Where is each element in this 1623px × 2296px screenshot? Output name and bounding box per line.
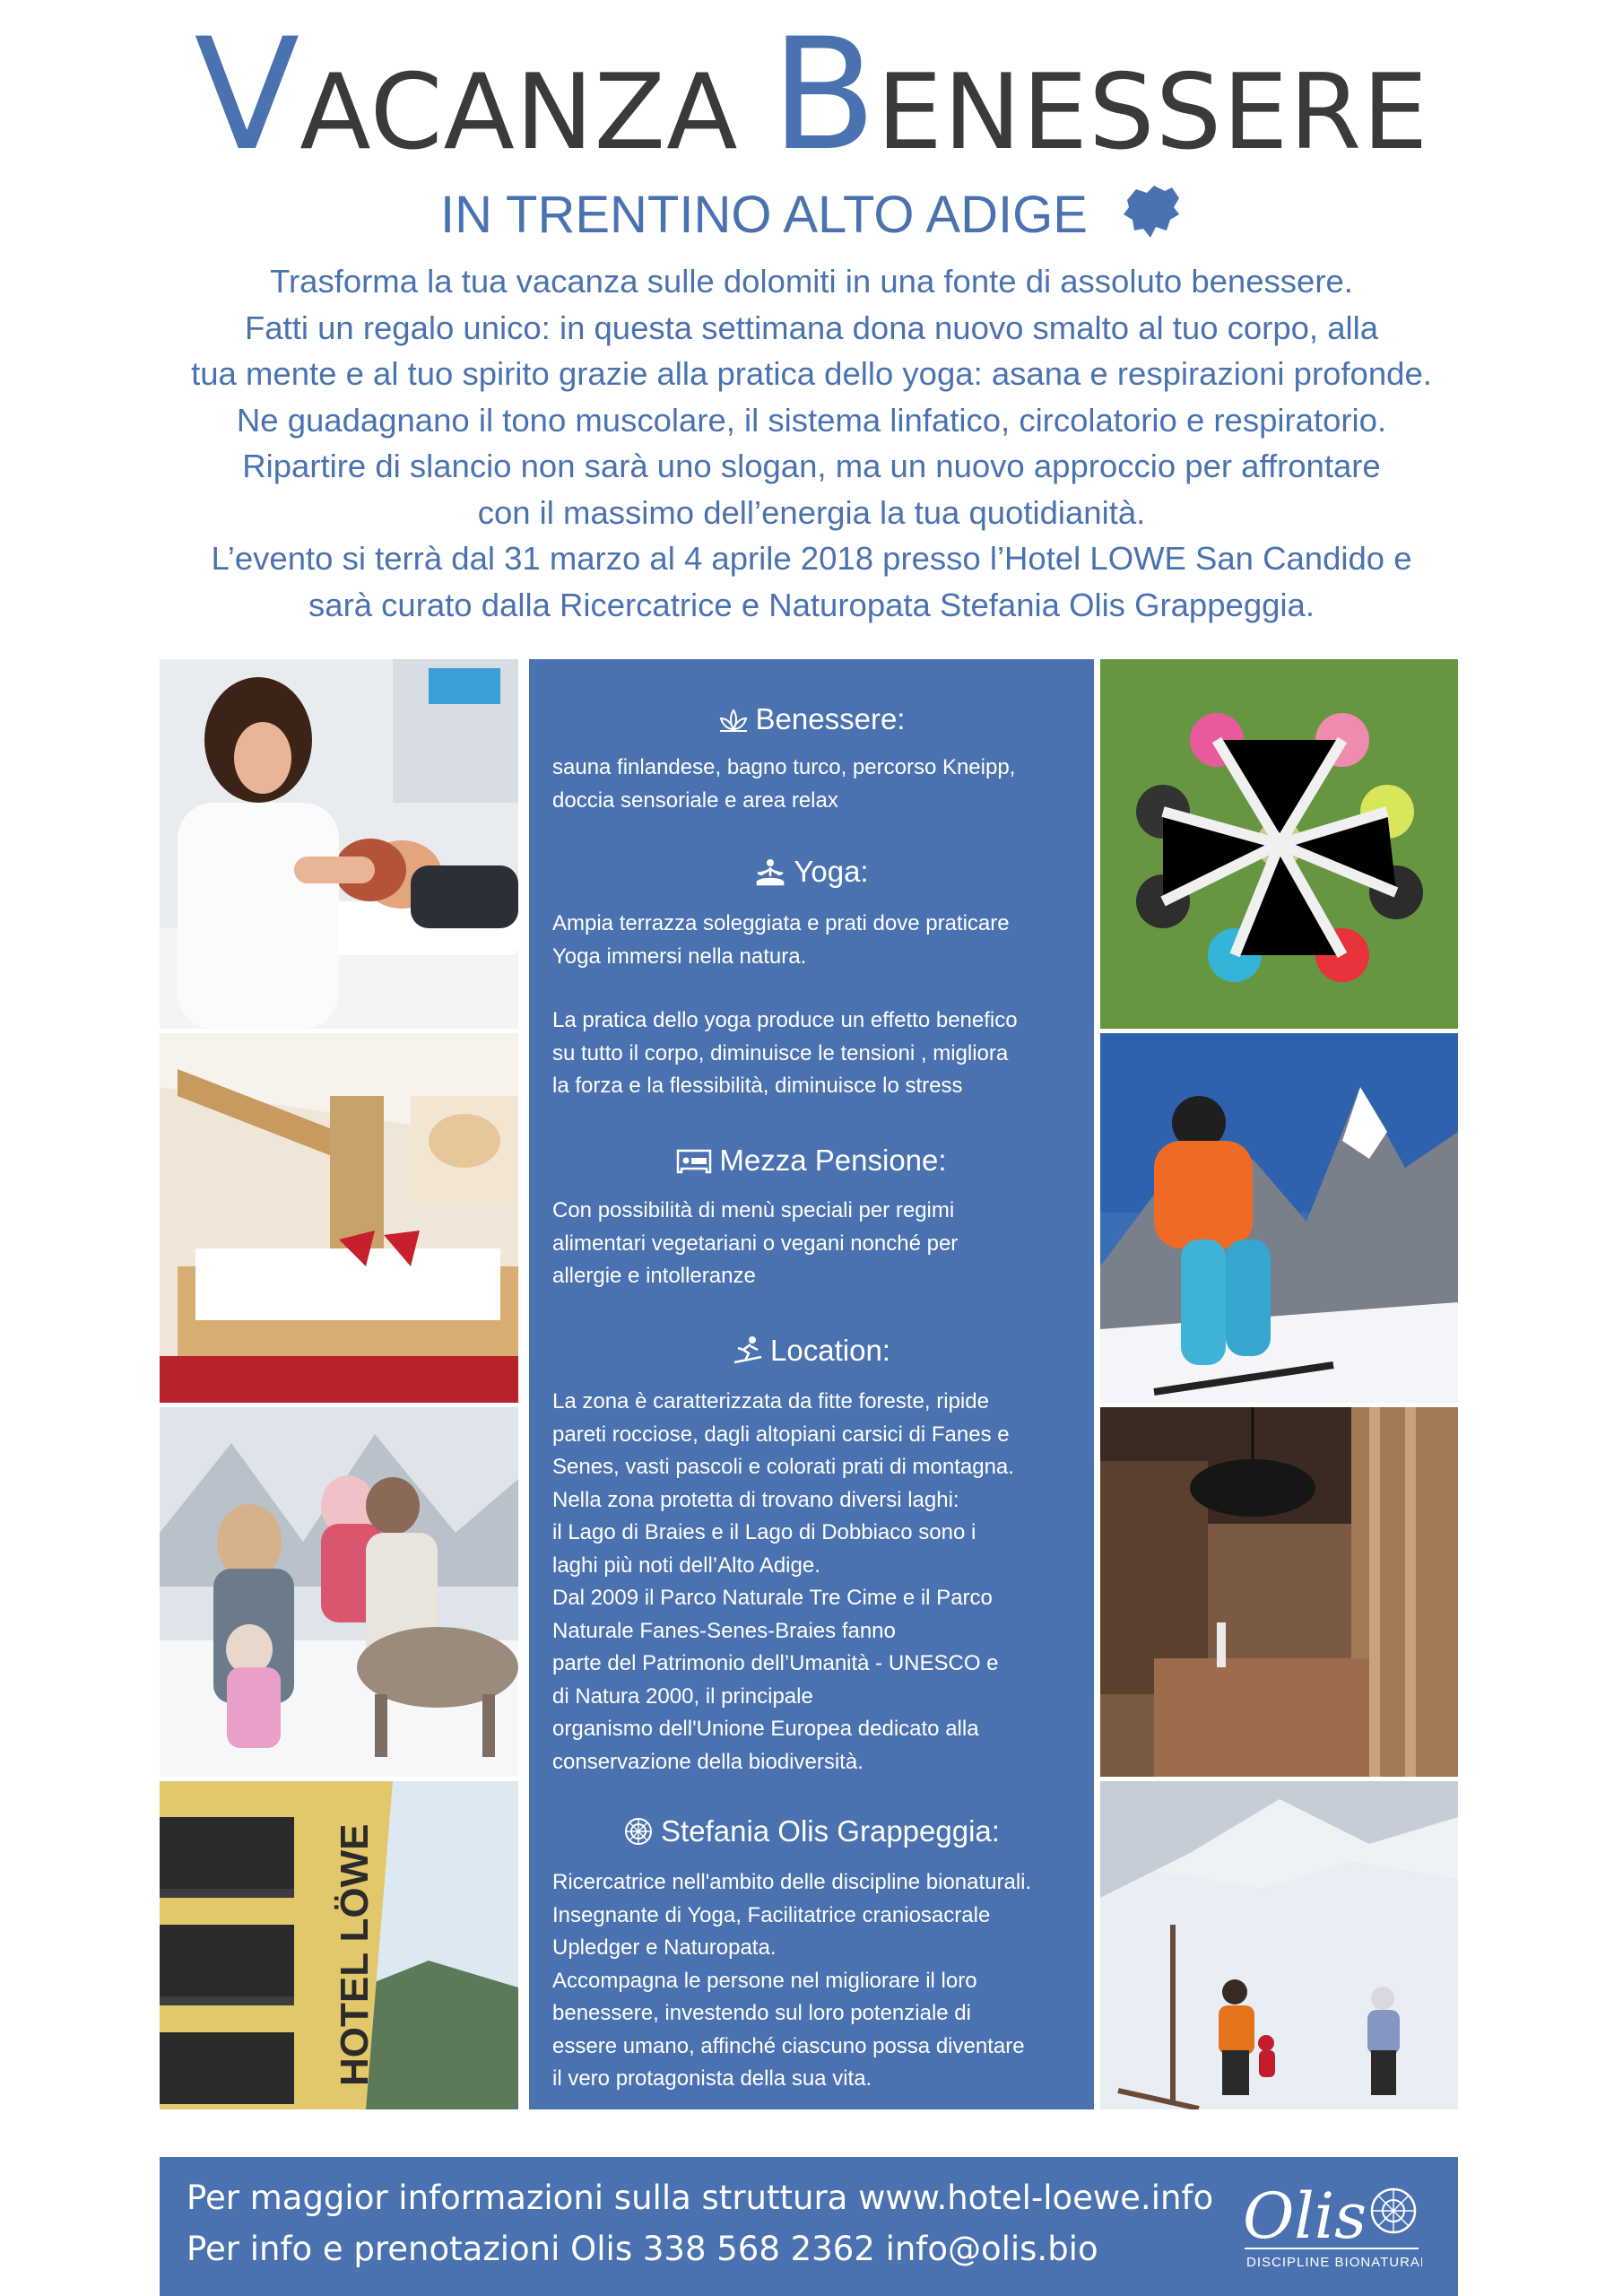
svg-text:DISCIPLINE BIONATURALI: DISCIPLINE BIONATURALI <box>1246 2255 1422 2270</box>
section-location-title: Location: <box>529 1334 1094 1368</box>
meditation-icon <box>754 858 786 887</box>
section-yoga-body-2: La pratica dello yoga produce un effetto benefico su tutto il corpo, diminuisce le tensioni , migliora la forza e la flessibilità, diminuisce lo stress <box>552 1008 1018 1098</box>
footer-contact-line: Per info e prenotazioni Olis 338 568 2362 info@olis.bio <box>187 2230 1098 2268</box>
section-stefania-body: Ricercatrice nell'ambito delle discipline bionaturali. Insegnante di Yoga, Facilitatrice craniosacrale Upledger e Naturopata. Accompagna le persone nel migliorare il loro benessere, investendo sul loro potenziale di essere umano, affinché ciascuno possa diventare il vero protagonista della sua vita. <box>552 1870 1032 2091</box>
footer-info-line: Per maggior informazioni sulla struttura www.hotel-loewe.info <box>187 2179 1214 2217</box>
section-benessere-title: Benessere: <box>529 702 1094 736</box>
section-pensione-body: Con possibilità di menù speciali per regimi alimentari vegetariani o vegani nonché per allergie e intolleranze <box>552 1198 959 1288</box>
section-benessere-body: sauna finlandese, bagno turco, percorso Kneipp, doccia sensoriale e area relax <box>552 755 1016 813</box>
subtitle: IN TRENTINO ALTO ADIGE <box>0 184 1623 245</box>
section-pensione-title: Mezza Pensione: <box>529 1144 1094 1178</box>
section-yoga-title: Yoga: <box>529 855 1094 889</box>
olis-logo <box>1243 2173 1422 2281</box>
photo-hotel-restaurant <box>1100 1407 1458 1777</box>
skier-icon <box>733 1335 763 1366</box>
photo-snow-walk <box>1100 1781 1458 2109</box>
photo-skier <box>1100 1033 1458 1403</box>
hotel-sign-text: HOTEL LÖWE <box>333 1823 377 2086</box>
trentino-map-icon <box>1120 184 1183 239</box>
page-title: VACANZA BENESSERE <box>194 4 1429 185</box>
intro-text: Trasforma la tua vacanza sulle dolomiti in una fonte di assoluto benessere. Fatti un regalo unico: in questa settimana dona nuovo smalto al tuo corpo, alla tua mente e al tuo spirito grazie alla pratica dello yoga: asana e respirazioni profonde. Ne guadagnano il tono muscolare, il sistema linfatico, circolatorio e respiratorio. Ripartire di slancio non sarà uno slogan, ma un nuovo approccio per affrontare con il massimo dell’energia la tua quotidianità. L’evento si terrà dal 31 marzo al 4 aprile 2018 presso l’Hotel LOWE San Candido e sarà curato dalla Ricercatrice e Naturopata Stefania Olis Grappeggia. <box>191 263 1432 623</box>
photo-hotel-room <box>160 1033 518 1403</box>
info-panel <box>529 659 1094 2109</box>
photo-family-reindeer <box>160 1407 518 1777</box>
photo-massage <box>160 659 518 1029</box>
photo-yoga-group <box>1100 659 1458 1029</box>
footer-bar <box>160 2157 1458 2296</box>
bed-icon <box>676 1147 712 1176</box>
lotus-icon <box>718 708 749 735</box>
seal-icon <box>623 1816 654 1847</box>
svg-text:Olis: Olis <box>1243 2179 1367 2253</box>
section-stefania-title: Stefania Olis Grappeggia: <box>529 1814 1094 1848</box>
section-location-body: La zona è caratterizzata da fitte foreste, ripide pareti rocciose, dagli altopiani carsici di Fanes e Senes, vasti pascoli e colorati prati di montagna. Nella zona protetta di trovano diversi laghi: il Lago di Braies e il Lago di Dobbiaco sono i laghi più noti dell’Alto Adige. Dal 2009 il Parco Naturale Tre Cime e il Parco Naturale Fanes-Senes-Braies fanno parte del Patrimonio dell’Umanità - UNESCO e di Natura 2000, il principale organismo dell'Unione Europea dedicato alla conservazione della biodiversità. <box>552 1389 1014 1774</box>
photo-hotel-exterior <box>160 1781 518 2109</box>
section-yoga-body: Ampia terrazza soleggiata e prati dove praticare Yoga immersi nella natura. <box>552 911 1010 969</box>
